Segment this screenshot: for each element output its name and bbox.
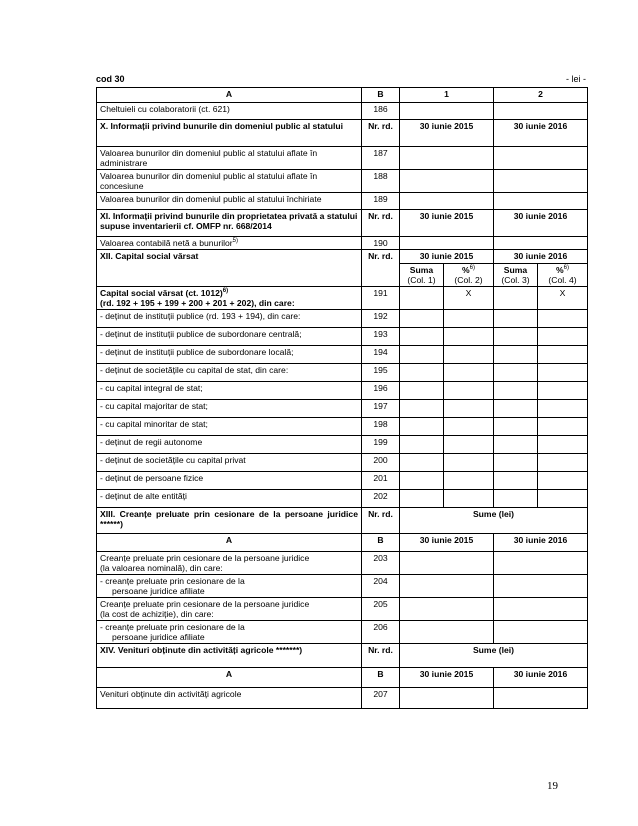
value-cell: X	[538, 287, 588, 310]
footnote-marker: 5)	[232, 238, 239, 245]
col-header-b: B	[362, 88, 400, 103]
row-label: - cu capital integral de stat;	[97, 382, 362, 400]
period-2016: 30 iunie 2016	[494, 120, 588, 147]
value-cell	[494, 287, 538, 310]
row-label: - deținut de societățile cu capital privat	[97, 454, 362, 472]
value-cell	[538, 418, 588, 436]
row-label: - deținut de instituții publice de subordonare centrală;	[97, 328, 362, 346]
row-label: - deținut de persoane fizice	[97, 472, 362, 490]
section-title: XIII. Creanțe preluate prin cesionare de la persoane juridice ******)	[97, 508, 362, 534]
value-cell	[400, 364, 444, 382]
value-cell	[494, 436, 538, 454]
value-cell	[444, 418, 494, 436]
value-cell	[444, 346, 494, 364]
table-row	[97, 382, 588, 400]
form-code: cod 30	[96, 74, 125, 84]
value-cell	[400, 400, 444, 418]
value-cell	[494, 454, 538, 472]
row-number: 199	[362, 436, 400, 454]
row-label: Valoarea bunurilor din domeniul public al statului închiriate	[97, 193, 362, 210]
value-cell	[494, 490, 538, 508]
value-cell	[444, 436, 494, 454]
value-cell	[400, 193, 494, 210]
section-header-xi	[97, 210, 588, 237]
section-header-xiv	[97, 644, 588, 668]
row-label: Valoarea bunurilor din domeniul public al statului aflate în concesiune	[97, 170, 362, 193]
value-cell	[400, 328, 444, 346]
value-cell	[400, 436, 444, 454]
row-number: 192	[362, 310, 400, 328]
row-number: 193	[362, 328, 400, 346]
row-label: - deținut de regii autonome	[97, 436, 362, 454]
row-label: Capital social vărsat (ct. 1012)$^{6)}$ (rd. 192 + 195 + 199 + 200 + 201 + 202), din care:	[97, 287, 362, 310]
row-number: 190	[362, 237, 400, 250]
row-label: Creanțe preluate prin cesionare de la persoane juridice (la cost de achiziție), din care:	[97, 598, 362, 621]
document-header	[96, 73, 586, 87]
column-header-row	[97, 88, 588, 103]
col-header-1: 1	[400, 88, 494, 103]
value-cell	[400, 472, 444, 490]
section-header-x	[97, 120, 588, 147]
value-cell	[400, 147, 494, 170]
value-cell	[444, 454, 494, 472]
page-number: 19	[547, 780, 558, 792]
period-2016: 30 iunie 2016	[494, 668, 588, 688]
section-title: XI. Informații privind bunurile din proprietatea privată a statului supuse inventarierii cf. OMFP nr. 668/2014	[97, 210, 362, 237]
value-cell	[538, 364, 588, 382]
col-header-b: B	[362, 668, 400, 688]
row-number: 201	[362, 472, 400, 490]
sub-header-suma-col1: Suma (Col. 1)	[400, 264, 444, 287]
value-cell	[400, 688, 494, 709]
value-cell	[400, 418, 444, 436]
section-header-xiii	[97, 508, 588, 534]
row-label: Cheltuieli cu colaboratorii (ct. 621)	[97, 103, 362, 120]
table-row	[97, 237, 588, 250]
row-number: 204	[362, 575, 400, 598]
value-cell	[400, 170, 494, 193]
row-label: - cu capital minoritar de stat;	[97, 418, 362, 436]
row-label: - deținut de instituții publice de subordonare locală;	[97, 346, 362, 364]
section-title: XII. Capital social vărsat	[97, 250, 362, 287]
sub-header-pct-col4: %$^{6)}$ (Col. 4)	[538, 264, 588, 287]
value-cell	[444, 364, 494, 382]
row-number: 196	[362, 382, 400, 400]
value-cell	[538, 454, 588, 472]
row-label: - cu capital majoritar de stat;	[97, 400, 362, 418]
table-row	[97, 147, 588, 170]
row-number: 188	[362, 170, 400, 193]
row-number-header: Nr. rd.	[362, 120, 400, 147]
table-row	[97, 621, 588, 644]
row-number: 205	[362, 598, 400, 621]
value-cell	[400, 575, 494, 598]
value-cell	[400, 490, 444, 508]
row-label: - creanțe preluate prin cesionare de la persoane juridice afiliate	[97, 575, 362, 598]
sub-header-suma-col3: Suma (Col. 3)	[494, 264, 538, 287]
period-2016: 30 iunie 2016	[494, 534, 588, 552]
financial-report-table	[96, 87, 588, 709]
period-2015: 30 iunie 2015	[400, 120, 494, 147]
value-cell	[494, 621, 588, 644]
col-header-a: A	[97, 88, 362, 103]
column-header-row	[97, 534, 588, 552]
row-number: 187	[362, 147, 400, 170]
value-cell	[444, 328, 494, 346]
value-cell	[494, 310, 538, 328]
section-title: X. Informații privind bunurile din domeniul public al statului	[97, 120, 362, 147]
table-row	[97, 436, 588, 454]
table-row	[97, 364, 588, 382]
table-row	[97, 688, 588, 709]
sub-header-pct-col2: %$^{6)}$ (Col. 2)	[444, 264, 494, 287]
currency-unit: - lei -	[566, 74, 586, 84]
value-cell	[494, 328, 538, 346]
table-row	[97, 575, 588, 598]
col-header-2: 2	[494, 88, 588, 103]
value-cell	[400, 310, 444, 328]
row-number: 202	[362, 490, 400, 508]
value-cell	[494, 170, 588, 193]
row-number: 203	[362, 552, 400, 575]
value-cell	[494, 193, 588, 210]
period-2015: 30 iunie 2015	[400, 210, 494, 237]
value-cell: X	[444, 287, 494, 310]
value-cell	[400, 454, 444, 472]
value-cell	[400, 621, 494, 644]
value-cell	[538, 436, 588, 454]
table-row	[97, 287, 588, 310]
value-cell	[494, 418, 538, 436]
row-number: 200	[362, 454, 400, 472]
sums-header: Sume (lei)	[400, 644, 588, 668]
table-row	[97, 193, 588, 210]
table-row	[97, 552, 588, 575]
value-cell	[444, 400, 494, 418]
row-number: 198	[362, 418, 400, 436]
row-number: 195	[362, 364, 400, 382]
row-label: Creanțe preluate prin cesionare de la persoane juridice (la valoarea nominală), din care:	[97, 552, 362, 575]
table-row	[97, 418, 588, 436]
section-header-xii	[97, 250, 588, 264]
value-cell	[538, 490, 588, 508]
value-cell	[400, 287, 444, 310]
period-2016: 30 iunie 2016	[494, 250, 588, 264]
value-cell	[494, 382, 538, 400]
table-row	[97, 598, 588, 621]
value-cell	[494, 103, 588, 120]
table-row	[97, 490, 588, 508]
table-row	[97, 472, 588, 490]
row-number-header: Nr. rd.	[362, 508, 400, 534]
col-header-a: A	[97, 668, 362, 688]
value-cell	[400, 237, 494, 250]
section-title: XIV. Venituri obținute din activități agricole *******)	[97, 644, 362, 668]
row-label: Valoarea bunurilor din domeniul public al statului aflate în administrare	[97, 147, 362, 170]
value-cell	[444, 310, 494, 328]
value-cell	[538, 346, 588, 364]
value-cell	[444, 490, 494, 508]
value-cell	[494, 552, 588, 575]
value-cell	[538, 400, 588, 418]
row-number: 194	[362, 346, 400, 364]
row-label: Venituri obținute din activități agricole	[97, 688, 362, 709]
row-number-header: Nr. rd.	[362, 250, 400, 287]
row-number: 186	[362, 103, 400, 120]
row-label: Valoarea contabilă netă a bunurilor$^{5)}$	[97, 237, 362, 250]
value-cell	[494, 237, 588, 250]
value-cell	[494, 400, 538, 418]
table-row	[97, 400, 588, 418]
period-2015: 30 iunie 2015	[400, 668, 494, 688]
period-2016: 30 iunie 2016	[494, 210, 588, 237]
row-number: 191	[362, 287, 400, 310]
table-row	[97, 346, 588, 364]
sums-header: Sume (lei)	[400, 508, 588, 534]
value-cell	[494, 346, 538, 364]
value-cell	[538, 472, 588, 490]
row-number: 189	[362, 193, 400, 210]
value-cell	[538, 310, 588, 328]
value-cell	[494, 147, 588, 170]
row-label: - deținut de instituții publice (rd. 193 + 194), din care:	[97, 310, 362, 328]
value-cell	[494, 688, 588, 709]
row-number: 206	[362, 621, 400, 644]
value-cell	[400, 552, 494, 575]
row-label: - deținut de alte entități	[97, 490, 362, 508]
table-row	[97, 310, 588, 328]
value-cell	[494, 598, 588, 621]
row-number: 207	[362, 688, 400, 709]
value-cell	[538, 328, 588, 346]
row-label: - creanțe preluate prin cesionare de la persoane juridice afiliate	[97, 621, 362, 644]
row-number-header: Nr. rd.	[362, 210, 400, 237]
value-cell	[400, 346, 444, 364]
value-cell	[400, 598, 494, 621]
col-header-b: B	[362, 534, 400, 552]
table-row	[97, 103, 588, 120]
value-cell	[400, 103, 494, 120]
value-cell	[400, 382, 444, 400]
value-cell	[494, 575, 588, 598]
value-cell	[444, 382, 494, 400]
column-header-row	[97, 668, 588, 688]
value-cell	[494, 472, 538, 490]
period-2015: 30 iunie 2015	[400, 250, 494, 264]
row-number: 197	[362, 400, 400, 418]
row-label: - deținut de societățile cu capital de stat, din care:	[97, 364, 362, 382]
col-header-a: A	[97, 534, 362, 552]
table-row	[97, 170, 588, 193]
value-cell	[494, 364, 538, 382]
row-number-header: Nr. rd.	[362, 644, 400, 668]
table-row	[97, 328, 588, 346]
value-cell	[444, 472, 494, 490]
value-cell	[538, 382, 588, 400]
period-2015: 30 iunie 2015	[400, 534, 494, 552]
table-row	[97, 454, 588, 472]
